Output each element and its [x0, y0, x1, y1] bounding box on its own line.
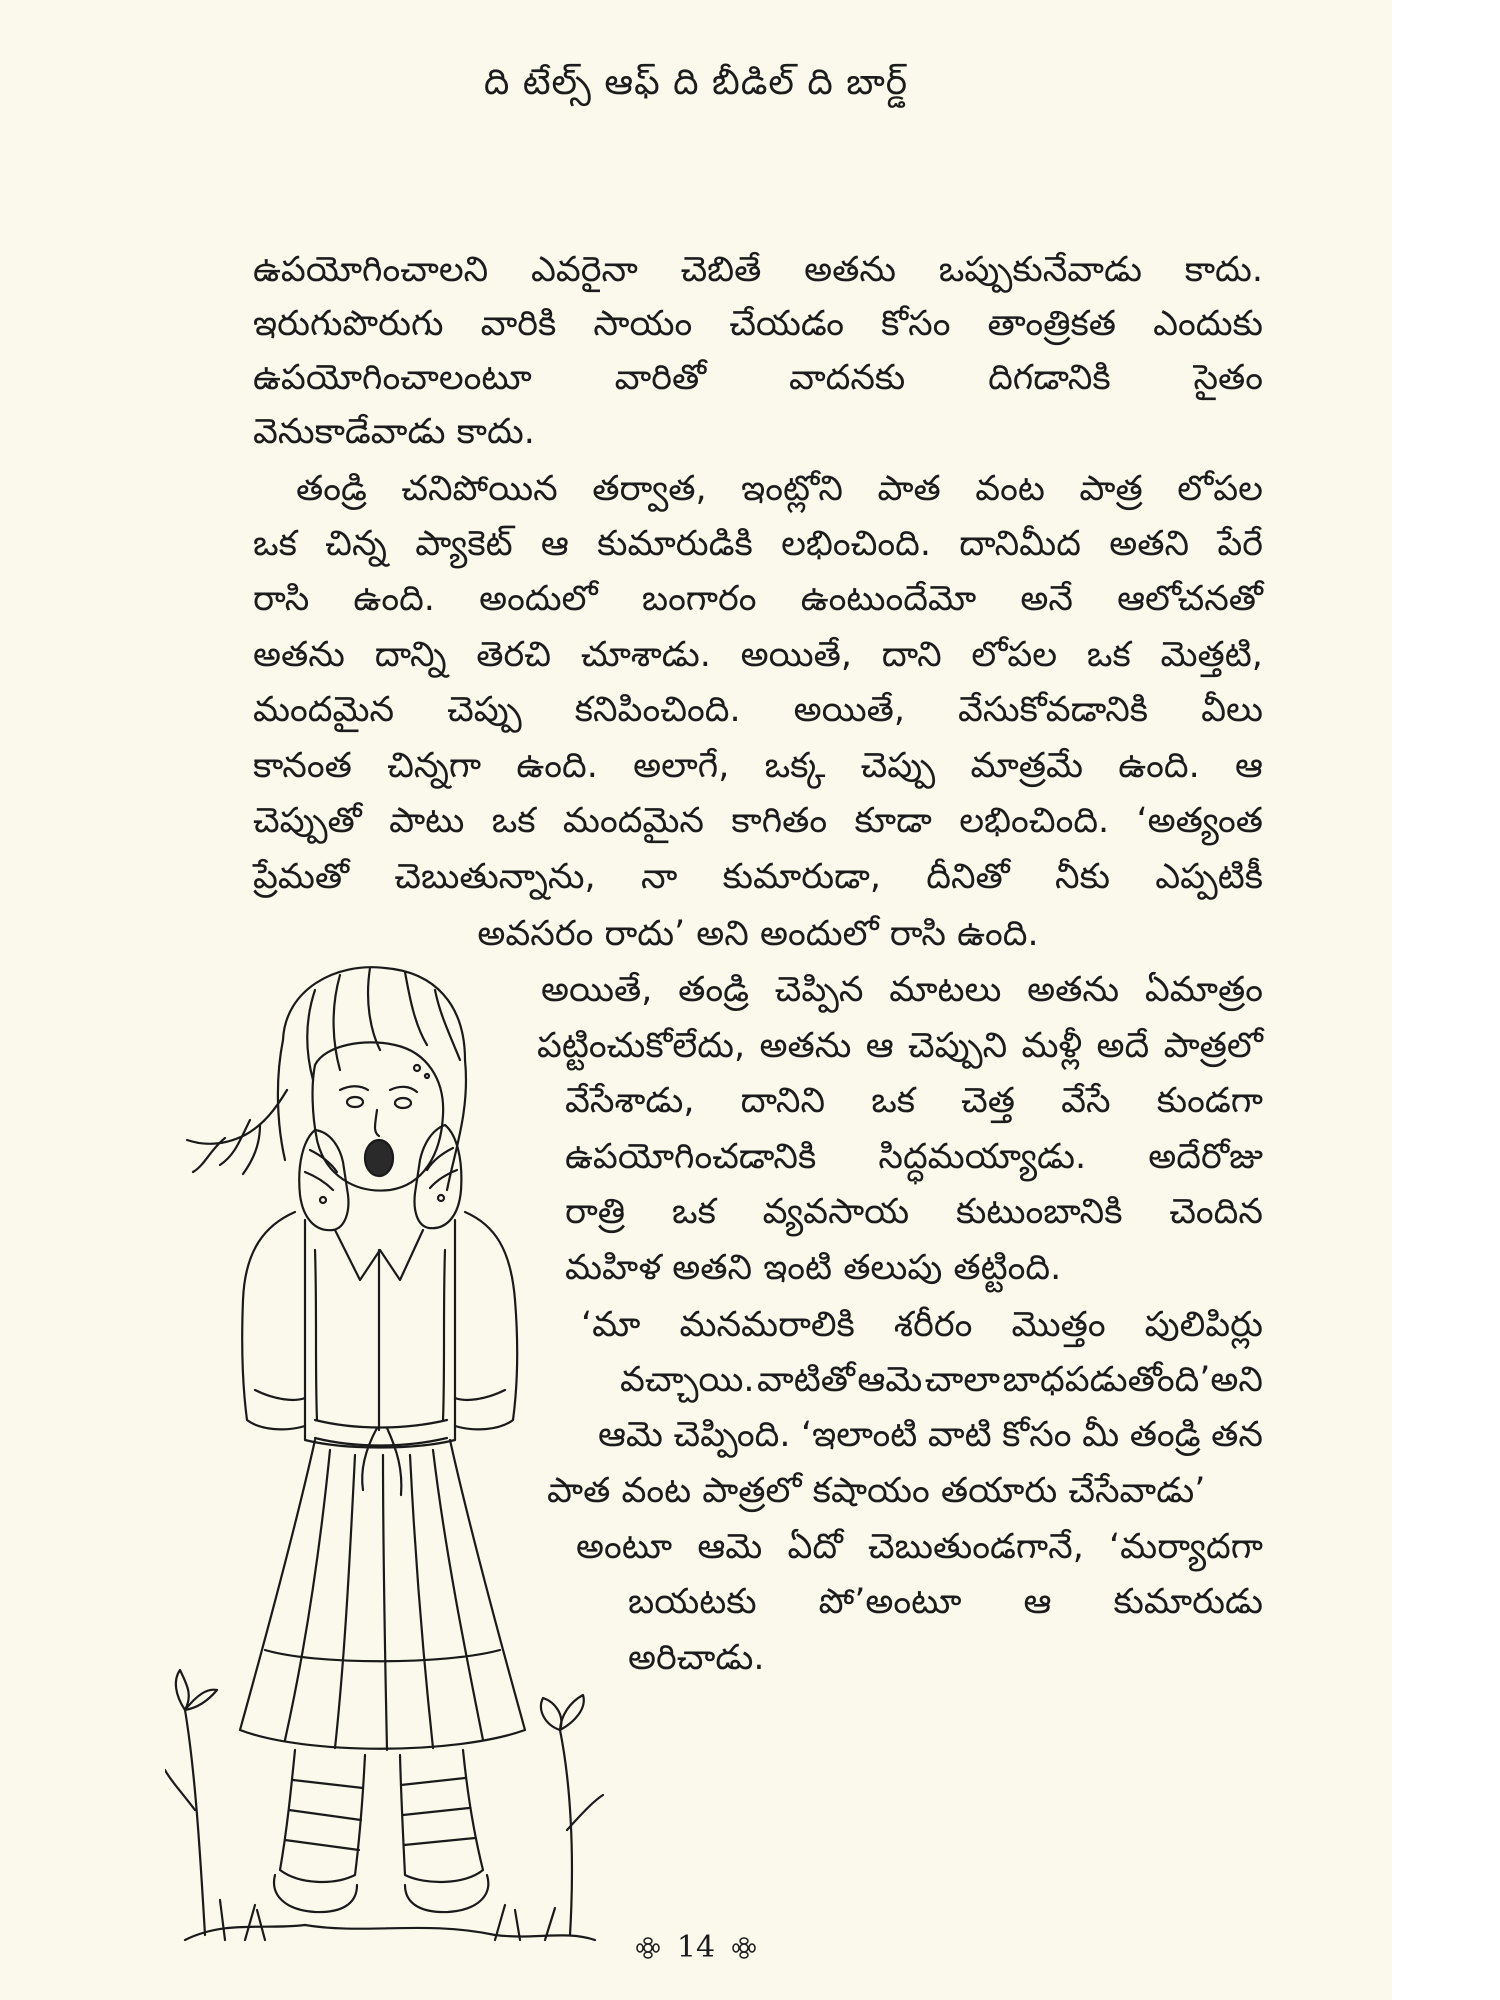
text-line — [253, 350, 1263, 406]
word: శరీరం — [893, 1305, 973, 1345]
word: మెత్తటి, — [1160, 635, 1263, 675]
text-line — [296, 461, 1263, 517]
word: ఆమె — [697, 1527, 763, 1567]
page-footer — [0, 1930, 1392, 1967]
word: ఆ — [540, 524, 569, 564]
word: చెప్పుతో — [253, 801, 362, 841]
word: కుమారుడా, — [722, 857, 881, 897]
text-line — [628, 1574, 1263, 1630]
word: అతను — [1027, 970, 1120, 1010]
word: పేరే — [1217, 524, 1263, 564]
word: మొత్తం — [1011, 1305, 1106, 1345]
word: అతను — [759, 1026, 852, 1066]
word: మనమరాలికి — [679, 1305, 855, 1345]
word: ఒక — [671, 1192, 716, 1232]
word: వేసుకోవడానికి — [958, 690, 1149, 730]
word: అనే — [1020, 579, 1073, 619]
word: మాటలు — [889, 970, 1002, 1010]
word: రాసి — [253, 579, 310, 619]
flower-ornament-icon — [731, 1932, 757, 1967]
word: చాలా — [924, 1360, 1001, 1400]
word: లోపల — [1177, 469, 1263, 509]
text-line: అవసరం రాదు’ అని అందులో రాసి ఉంది. — [477, 914, 1039, 954]
text-line: మహిళ అతని ఇంటి తలుపు తట్టింది. — [565, 1248, 1062, 1288]
word: ఒప్పుకునేవాడు — [938, 250, 1142, 290]
word: కనిపించింది. — [574, 690, 741, 730]
text-line: పాత వంట పాత్రలో కషాయం తయారు చేసేవాడు’ — [547, 1471, 1206, 1511]
text-line — [576, 1519, 1263, 1575]
word: తన — [1211, 1415, 1263, 1455]
word: అయితే, — [541, 970, 653, 1010]
word: ఇరుగుపొరుగు — [253, 304, 444, 344]
word: అదేరోజు — [1148, 1137, 1263, 1177]
word: కుటుంబానికి — [955, 1192, 1123, 1232]
word: వారితో — [614, 358, 707, 398]
word: పాత — [877, 469, 941, 509]
word: కాదు. — [1184, 250, 1263, 290]
word: ఏమాత్రం — [1144, 970, 1263, 1010]
word: చెబితే — [680, 250, 762, 290]
word: అలాగే, — [633, 746, 730, 786]
word: ‘ఇలాంటి — [801, 1415, 918, 1455]
word: కుండగా — [1156, 1081, 1263, 1121]
word: ఉంది. — [353, 579, 435, 619]
word: పో’అంటూ — [818, 1582, 962, 1622]
word: ఆ — [1023, 1582, 1052, 1622]
word: కానంత — [253, 746, 352, 786]
word: అయితే, — [793, 690, 905, 730]
word: లభించింది. — [959, 801, 1110, 841]
word: లోపల — [971, 635, 1058, 675]
word: నా — [640, 857, 678, 897]
girl-illustration — [165, 950, 605, 1965]
word: ఒక — [871, 1081, 916, 1121]
word: పాత్ర — [1079, 469, 1143, 509]
word: వాదనకు — [788, 358, 906, 398]
word: మందమైన — [253, 690, 395, 730]
word: ఉపయోగించడానికి — [565, 1137, 817, 1177]
word: తెరచి — [476, 635, 552, 675]
word: ఉపయోగించాలని — [253, 250, 489, 290]
text-line — [253, 738, 1263, 794]
running-title: ది టేల్స్ ఆఫ్ ది బీడిల్ ది బార్డ్ — [483, 62, 909, 103]
word: కోసం — [1002, 1415, 1072, 1455]
word: బంగారం — [641, 579, 757, 619]
word: పట్టించుకోలేదు, — [537, 1026, 746, 1066]
word: చెప్పు — [447, 690, 522, 730]
text-line — [537, 1018, 1263, 1074]
word: పులిపిర్లు — [1144, 1305, 1263, 1345]
text-line: వెనుకాడేవాడు కాదు. — [253, 412, 535, 452]
word: కూడా — [854, 801, 932, 841]
word: చేయడం — [729, 304, 845, 344]
word: ఉంది. — [1118, 746, 1200, 786]
word: ఎప్పటికీ — [1155, 857, 1263, 897]
word: బయటకు — [628, 1582, 757, 1622]
word: అదే — [1096, 1026, 1150, 1066]
word: ఉపయోగించాలంటూ — [253, 358, 532, 398]
word: కుమారుడు — [1113, 1582, 1263, 1622]
word: తండ్రి — [678, 970, 749, 1010]
text-line — [620, 1352, 1263, 1408]
word: ‘మా — [581, 1305, 641, 1345]
word: సిద్ధమయ్యాడు. — [878, 1137, 1087, 1177]
word: దిగడానికి — [988, 358, 1111, 398]
word: చెప్పుని — [908, 1026, 1008, 1066]
text-line — [253, 516, 1263, 572]
text-line: అరిచాడు. — [628, 1638, 765, 1678]
word: ఎందుకు — [1153, 304, 1263, 344]
word: వేసే — [1061, 1081, 1111, 1121]
word: ఎవరైనా — [530, 250, 638, 290]
word: మళ్లీ — [1021, 1026, 1083, 1066]
text-line — [565, 1184, 1263, 1240]
word: ఒక్క — [764, 746, 826, 786]
page-number: 14 — [676, 1930, 716, 1965]
word: చనిపోయిన — [401, 469, 558, 509]
text-line — [581, 1297, 1263, 1353]
word: ఒక — [253, 524, 297, 564]
flower-ornament-icon — [635, 1932, 661, 1967]
face — [313, 1042, 444, 1190]
word: చూశాడు. — [580, 635, 711, 675]
word: చిన్నగా — [387, 746, 482, 786]
word: ఉంటుందేమో — [800, 579, 977, 619]
word: దీనితో — [926, 857, 1010, 897]
word: ఆలోచనతో — [1117, 579, 1263, 619]
word: పాటు — [389, 801, 465, 841]
word: ఏదో — [787, 1527, 843, 1567]
word: ఒక — [1086, 635, 1131, 675]
belt — [315, 1420, 447, 1495]
word: వంట — [975, 469, 1045, 509]
word: లభించింది. — [781, 524, 932, 564]
word: చెప్పిన — [774, 970, 864, 1010]
word: బాధపడుతోంది’అని — [1002, 1360, 1263, 1400]
text-line — [253, 793, 1263, 849]
text-line — [253, 242, 1263, 298]
word: చిన్న — [325, 524, 387, 564]
word: అతని — [1109, 524, 1190, 564]
word: అయితే, — [740, 635, 852, 675]
word: ఆమె — [857, 1360, 923, 1400]
word: చెబుతున్నాను, — [394, 857, 596, 897]
word: ఆమె — [598, 1415, 663, 1455]
jacket — [242, 1212, 517, 1448]
word: ఉంది. — [516, 746, 598, 786]
word: తండ్రి — [296, 469, 367, 509]
word: తర్వాత, — [592, 469, 707, 509]
word: మాత్రమే — [970, 746, 1083, 786]
word: చెత్త — [961, 1081, 1016, 1121]
word: కాగితం — [731, 801, 828, 841]
word: చెప్పింది. — [673, 1415, 791, 1455]
grass-and-flowers — [165, 1670, 603, 1940]
word: ఆ — [1235, 746, 1263, 786]
text-line — [253, 682, 1263, 738]
skirt — [240, 1440, 525, 1750]
word: తాంత్రికత — [987, 304, 1117, 344]
word: వాటి — [927, 1415, 992, 1455]
word: వీలు — [1201, 690, 1263, 730]
word: సాయం — [593, 304, 693, 344]
word: అంటూ — [576, 1527, 673, 1567]
word: వారికి — [480, 304, 557, 344]
word: అతను — [804, 250, 897, 290]
text-line — [541, 962, 1263, 1018]
text-line — [253, 571, 1263, 627]
text-line — [598, 1407, 1263, 1463]
text-line — [565, 1129, 1263, 1185]
word: ప్రేమతో — [253, 857, 350, 897]
word: మందమైన — [562, 801, 705, 841]
word: చెందిన — [1169, 1192, 1263, 1232]
word: దానిమీద — [959, 524, 1081, 564]
text-line — [253, 849, 1263, 905]
word: వేసేశాడు, — [565, 1081, 695, 1121]
text-line — [565, 1073, 1263, 1129]
word: ఇంట్లోని — [741, 469, 843, 509]
word: మీ — [1082, 1415, 1120, 1455]
word: అందులో — [479, 579, 598, 619]
word: చెప్పు — [860, 746, 936, 786]
word: ఆ — [865, 1026, 894, 1066]
text-line — [253, 627, 1263, 683]
word: వచ్చాయి. — [620, 1360, 755, 1400]
word: రాత్రి — [565, 1192, 626, 1232]
word: దాని — [881, 635, 942, 675]
word: వాటితో — [757, 1360, 855, 1400]
word: కుమారుడికి — [597, 524, 753, 564]
word: కోసం — [881, 304, 951, 344]
word: ఒక — [491, 801, 536, 841]
word: అతను — [253, 635, 345, 675]
word: పాత్రలో — [1163, 1026, 1263, 1066]
word: నీకు — [1055, 857, 1110, 897]
boots — [274, 1750, 488, 1912]
word: దానిని — [740, 1081, 826, 1121]
word: ‘మర్యాదగా — [1109, 1527, 1263, 1567]
word: వ్యవసాయ — [762, 1192, 910, 1232]
word: చెబుతుండగానే, — [867, 1527, 1084, 1567]
word: ప్యాకెట్ — [415, 524, 513, 564]
text-line — [253, 296, 1263, 352]
word: ‘అత్యంత — [1136, 801, 1263, 841]
hair — [187, 967, 466, 1190]
word: సైతం — [1193, 358, 1263, 398]
word: తండ్రి — [1129, 1415, 1201, 1455]
word: దాన్ని — [374, 635, 447, 675]
